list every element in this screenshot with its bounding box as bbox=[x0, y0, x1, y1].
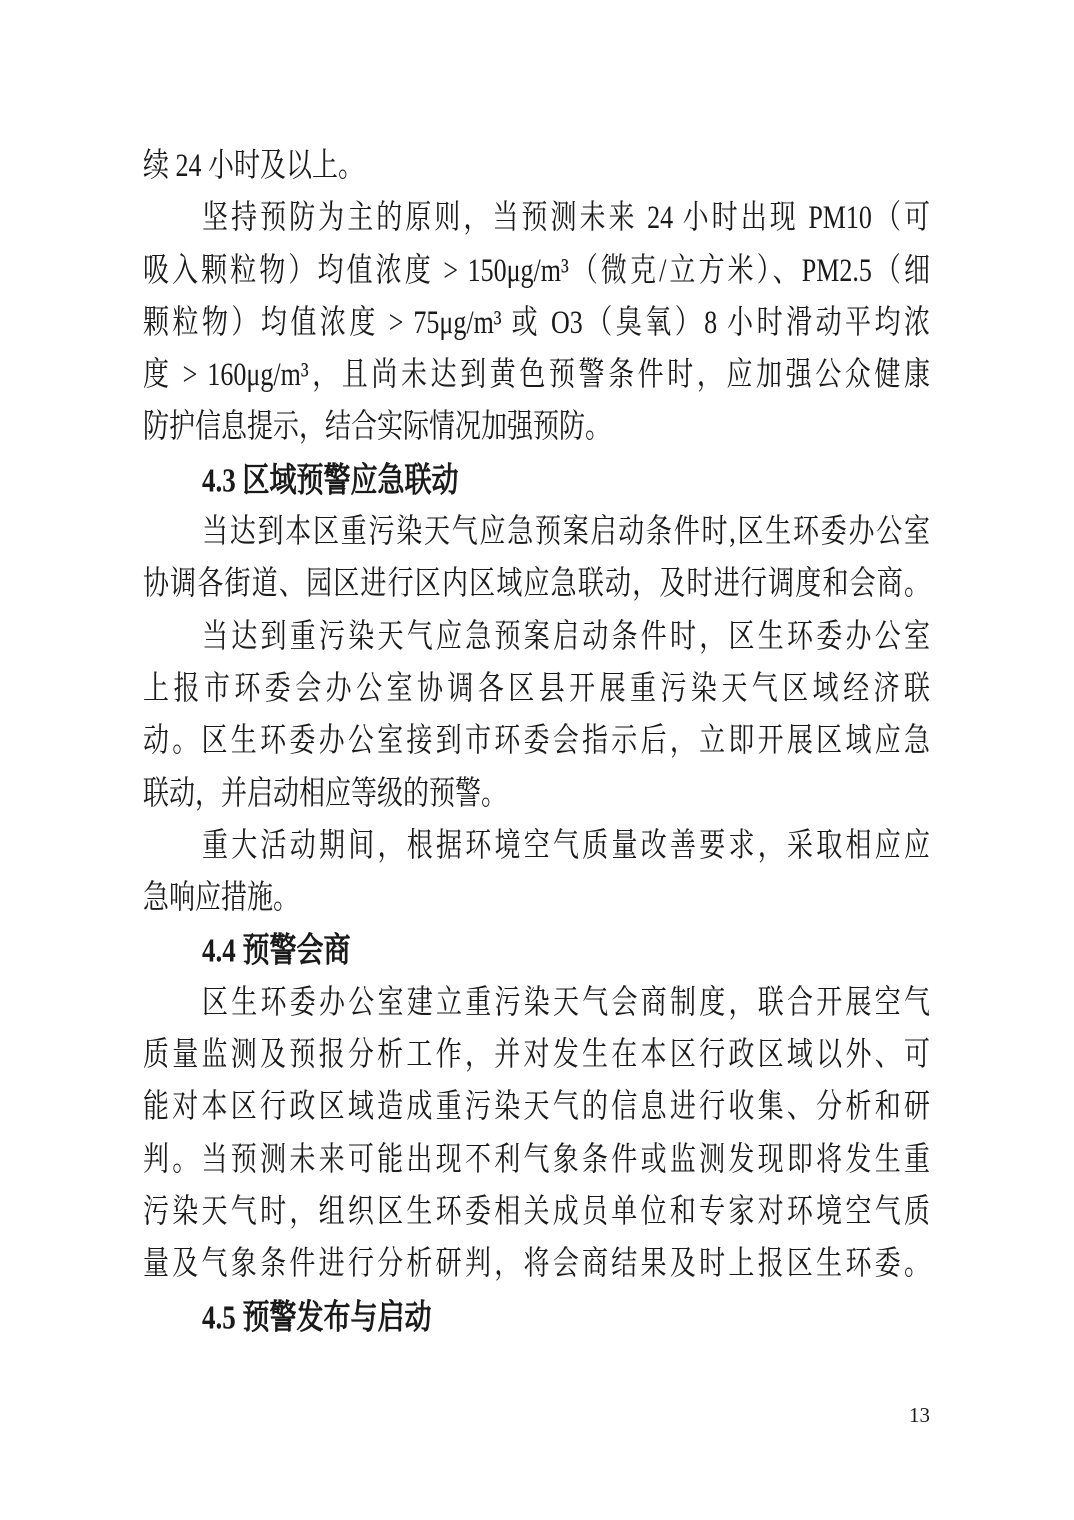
text-block bbox=[143, 140, 930, 1343]
line-text: 联动，并启动相应等级的预警。 bbox=[143, 774, 508, 812]
line-text: 判。当预测未来可能出现不利气象条件或监测发现即将发生重 bbox=[143, 1140, 930, 1178]
line-text: 动。区生环委办公室接到市环委会指示后，立即开展区域应急 bbox=[143, 722, 930, 759]
text-line bbox=[143, 401, 930, 453]
section-heading bbox=[143, 1291, 930, 1343]
line-text: 续 24 小时及以上。 bbox=[143, 147, 365, 184]
text-line bbox=[143, 1134, 930, 1186]
text-line bbox=[143, 192, 930, 244]
line-text: 当达到本区重污染天气应急预案启动条件时,区生环委办公室 bbox=[202, 513, 930, 550]
text-line bbox=[143, 768, 930, 820]
text-line bbox=[143, 977, 930, 1029]
line-text: 颗粒物）均值浓度 > 75μg/m³ 或 O3（臭氧）8 小时滑动平均浓 bbox=[143, 303, 930, 341]
line-text: 4.3 区域预警应急联动 bbox=[202, 460, 459, 499]
text-line bbox=[143, 715, 930, 767]
line-text: 4.5 预警发布与启动 bbox=[202, 1297, 432, 1336]
line-text: 当达到重污染天气应急预案启动条件时，区生环委办公室 bbox=[202, 617, 930, 655]
line-text: 坚持预防为主的原则，当预测未来 24 小时出现 PM10（可 bbox=[202, 199, 930, 236]
line-text: 协调各街道、园区进行区内区域应急联动，及时进行调度和会商。 bbox=[143, 565, 930, 602]
section-heading bbox=[143, 924, 930, 976]
line-text: 能对本区行政区域造成重污染天气的信息进行收集、分析和研 bbox=[143, 1088, 930, 1125]
line-text: 重大活动期间，根据环境空气质量改善要求，采取相应应 bbox=[202, 826, 930, 864]
text-line bbox=[143, 245, 930, 297]
line-text: 上报市环委会办公室协调各区县开展重污染天气区域经济联 bbox=[143, 670, 930, 707]
line-text: 防护信息提示，结合实际情况加强预防。 bbox=[143, 408, 612, 446]
line-text: 4.4 预警会商 bbox=[202, 931, 351, 970]
line-text: 污染天气时，组织区生环委相关成员单位和专家对环境空气质 bbox=[143, 1192, 930, 1230]
page-number: 13 bbox=[909, 1403, 930, 1427]
line-text: 急响应措施。 bbox=[143, 879, 300, 916]
text-line bbox=[143, 611, 930, 663]
text-line bbox=[143, 1238, 930, 1290]
line-text: 吸入颗粒物）均值浓度 > 150μg/m³（微克/立方米）、PM2.5（细 bbox=[143, 251, 930, 289]
text-line bbox=[143, 1081, 930, 1133]
line-text: 量及气象条件进行分析研判，将会商结果及时上报区生环委。 bbox=[143, 1245, 930, 1282]
text-line bbox=[143, 558, 930, 610]
line-text: 质量监测及预报分析工作，并对发生在本区行政区域以外、可 bbox=[143, 1036, 930, 1073]
line-text: 区生环委办公室建立重污染天气会商制度，联合开展空气 bbox=[202, 983, 930, 1021]
line-text: 度 > 160μg/m³，且尚未达到黄色预警条件时，应加强公众健康 bbox=[143, 356, 930, 393]
